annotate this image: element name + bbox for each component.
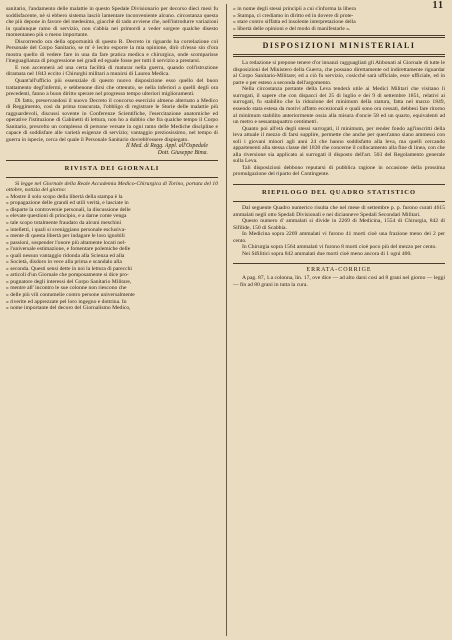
quote-line: » Società, disdoro in vece alla prima e scandalo alla xyxy=(6,259,122,266)
quote-line: » disparte la controversie personali, la discussione delle xyxy=(6,206,131,213)
continuation-line: » stare contro siffatta ed insolente interpretazione della xyxy=(233,19,356,26)
quote-line: » tale scopo totalmente fraudato da alcuni meschini xyxy=(6,219,122,226)
quote-line: » mente di questa libertà per indagare le loro ignobili xyxy=(6,233,125,240)
right-column xyxy=(233,6,445,289)
stat-paragraph-3: In Medicina sopra 2269 ammalati vi furono 41 morti cioè una frazione meno dei 2 per cento. xyxy=(233,231,445,244)
section-rule xyxy=(233,263,445,264)
section-rule xyxy=(233,184,445,185)
quote-line: » elevate questioni di principio, e a darne come venga xyxy=(6,213,127,220)
quote-line: » mentre all' incontro le sue colonne non riescono che xyxy=(6,285,127,292)
errata-heading: ERRATA-CORRIGE xyxy=(306,267,372,274)
section-rule xyxy=(233,54,445,57)
quote-line: « Mostre il solo scopo della libertà della stampa è la xyxy=(6,193,123,200)
section-rule xyxy=(6,177,218,178)
signature-line-1: Il Med. di Regg. Appl. all'Ospedale xyxy=(126,143,208,150)
quote-line: » seconda. Questi sensi dette in noi la lettura di parecchi xyxy=(6,265,132,272)
intro-paragraph-1: sanitario, l'andamento delle malattie in questo Spedale Divisionario per decorso dieci mesi fu soddisfacente, nè si ebbero sistema lasciò lamentare inconveniente alcuno. circostanza questa che più depone in favore del medesimo, giacchè di rado avviene che, nell'introdurre variazioni in qualunque ramo di servizio, non s'abbia nei primordi a veder sorgere qualche disesto momentaneo più o meno importante. xyxy=(6,6,218,39)
column-divider xyxy=(226,4,227,636)
quote-line: » riverite ed apprezzate pel loro ingegno e dottrina. In xyxy=(6,298,127,305)
riepilogo-heading: RIEPILOGO DEL QUADRO STATISTICO xyxy=(261,189,417,197)
page-number: 11 xyxy=(432,0,444,11)
left-column xyxy=(6,6,218,312)
intro-paragraph-5: Di fatto, preservandosi il nuovo Decreto il concorso esercizio almeno alternato a Medico di Reggimento, così da prima trascurata, l'obbligo di registrare le Storie delle malattie più ragguardevoli, discussi sovente in Conferenze Scientifiche, l'esercitazione anatomiche ed operative l'istituzione di Gabinetti di lettura, non ho a dubbio che fra qualche tempo il Corpo Sanitario, prescelto un complesso di persone versate in ogni ramo delle Mediche discipline e capace di soddisfare alle varietà esigenze di servizio; vantaggio preziosissimo, nel tempo di guerra in ispecie, cerca del quale il Personale Sanitario dovrebb'essere dispiegato. xyxy=(6,97,218,143)
quote-line: » passioni, sospender l'onore più altamente locati nel- xyxy=(6,239,126,246)
quote-line: » nome importante del decoro del Giornalismo Medico, xyxy=(6,305,131,312)
stat-paragraph-1: Dal seguente Quadro numerico risulta che nel mese di settembre p. p. furono curati 4615 ammalati negli otto Spedali Divisionali e nei dicianneve Spedali Secondari Militari. xyxy=(233,205,445,218)
quote-line: » pugnatore degli interessi del Corpo Sanitario Militare, xyxy=(6,278,132,285)
section-rule xyxy=(6,160,218,161)
quoted-passage xyxy=(6,194,218,312)
disp-paragraph-2: Nella circostanza portante della Leva tenderà utile ai Medici Militari che visitano li surrogati, il sapere che con dispacci dei 25 di luglio e dei 9 di settembre 1851, relativi ai surrogati, fu stabilito che la riduzione del minimum della statura, fatta nel marzo 1849, essendo stata estesa da motivi affatto eccezionali e quali sono ora cessati, debbesi fare ritorno al minimum stabilito anteriormente ossia alla misura d'oncie 58 ed un quarto, equivalenti ad un metro e sessantaquattro centimetri. xyxy=(233,86,445,126)
quote-line: » propagazione delle grandi ed utili verità, e lasciate in xyxy=(6,200,129,207)
errata-text: A pag. 87, 1.a colonna, lin. 17, ove dice — ad alto darsi così ad 8 grani nel giorno — leggi — fin ad 80 grani in tutta la cura. xyxy=(233,275,445,288)
continuation-line: » Stampa, ci crediamo in diritto ed in dovere di prote- xyxy=(233,12,354,19)
intro-paragraph-3: E non accennerà ad una certa facilità di maturar nella guerra, quando coll'istruzione diramata nel 1843 eccito i Chirurghi militari a munirsi di Laurea Medica. xyxy=(6,64,218,78)
quote-line: » articoli d'un Giornale che pomposamente si dice pro- xyxy=(6,272,129,279)
rivista-intro: Si legge nel Giornale della Reale Accademia Medico-Chirurgica di Torino, portata del 10 ottobre, notizia del giorno: xyxy=(6,180,218,194)
stat-paragraph-5: Nei Sifilitici sopra 842 ammalati due morti cioè meno ancora di 1 ogni 400. xyxy=(242,250,412,257)
rivista-heading: RIVISTA DEI GIORNALI xyxy=(64,164,160,172)
quote-line: » intelletti, i quali si sveniggiano personale esclusiva- xyxy=(6,226,126,233)
intro-paragraph-2: Discorrendo ora della opportunità di questo R. Decreto in riguardo ha correlazione col Personale del Corpo Sanitario, se m' è lecito esporre la mia opinione, dirò ch'esso sin d'ora mostra quello di vedere fare in una da fare pratica medica e chirurgica, onde scomparisse l'ineguaglianza di progressione nei gradi ed eguale fosse per tutti il servizio a prestarsi. xyxy=(6,38,218,65)
continuation-line: » libertà delle opinioni e del modo di manifestarle ». xyxy=(233,25,351,32)
intro-paragraph-4: Quant'all'ufficio più essenziale di questo nuovo disposizione esso quello del buon trattamento degl'infermi, e sebbenone dirsi che ottenuto, se nella inferiori a quelli degli ora precedenti, fanno a buon diritto sperare nel progresso tempo ulteriori miglioramenti. xyxy=(6,78,218,98)
stat-paragraph-4: In Chirurgia sopra 1564 ammalati vi furono 8 morti cioè poco più del mezzo per cento. xyxy=(242,244,437,251)
quote-line: » delle più vili contumelie contro persone universalmente xyxy=(6,291,135,298)
stat-paragraph-2: Questo numero d' ammalati si divide in 2269 di Medicina, 1554 di Chirurgia, 842 di Sifilide, 150 di Scabbia. xyxy=(233,218,445,231)
quote-line: » quali nessun vantaggio ridonda alla Scienza ed alla xyxy=(6,252,125,259)
signature-line-2: Dott. Giuseppe Bima. xyxy=(157,150,208,157)
section-rule xyxy=(233,201,445,202)
quote-line: » l'universale estimazione, e fomentare polemiche delle xyxy=(6,246,131,253)
section-rule xyxy=(233,35,445,38)
continuation-line: » in nome degli stessi principii a cui s'informa la libera xyxy=(233,6,356,12)
disp-paragraph-3: Quanto poi all'età degli stessi surrogati, il minimum, per render fondo agl'inscritti della leva attuale il mezzo di farsi supplire, permette che anche per quest'anno siano ammessi con soli i giovani minori agli anni 24 che hanno soddisfatto alla leva, ma quelli cercando appartenenti alla stessa classe del 1830 che concerne il collocamento alla fine di linea, con che alla riversione sia applicato ai surrogati il disposto dell'art. 503 del Regolamento generale sulla Leva. xyxy=(233,125,445,165)
disp-paragraph-4: Tali disposizioni debbono reputarsi di pubblica ragione in occasione della prossima promulgazione del riparto del Contingente. xyxy=(233,164,445,178)
disposizioni-heading: DISPOSIZIONI MINISTERIALI xyxy=(262,41,416,51)
disp-paragraph-1: La redazione si prepone tenere d'or innanzi ragguagliati gli Abbonati al Giornale di tutte le disposizioni del Ministero della Guerra, che possano direttamente od indirettamente riguardar al Corpo Sanitario-Militare; ed a ciò fu servizio, cosicchè sarà ufficiale, esce ufficiale, ed in parte o per esteso a seconda dell'argomento. xyxy=(233,60,445,86)
